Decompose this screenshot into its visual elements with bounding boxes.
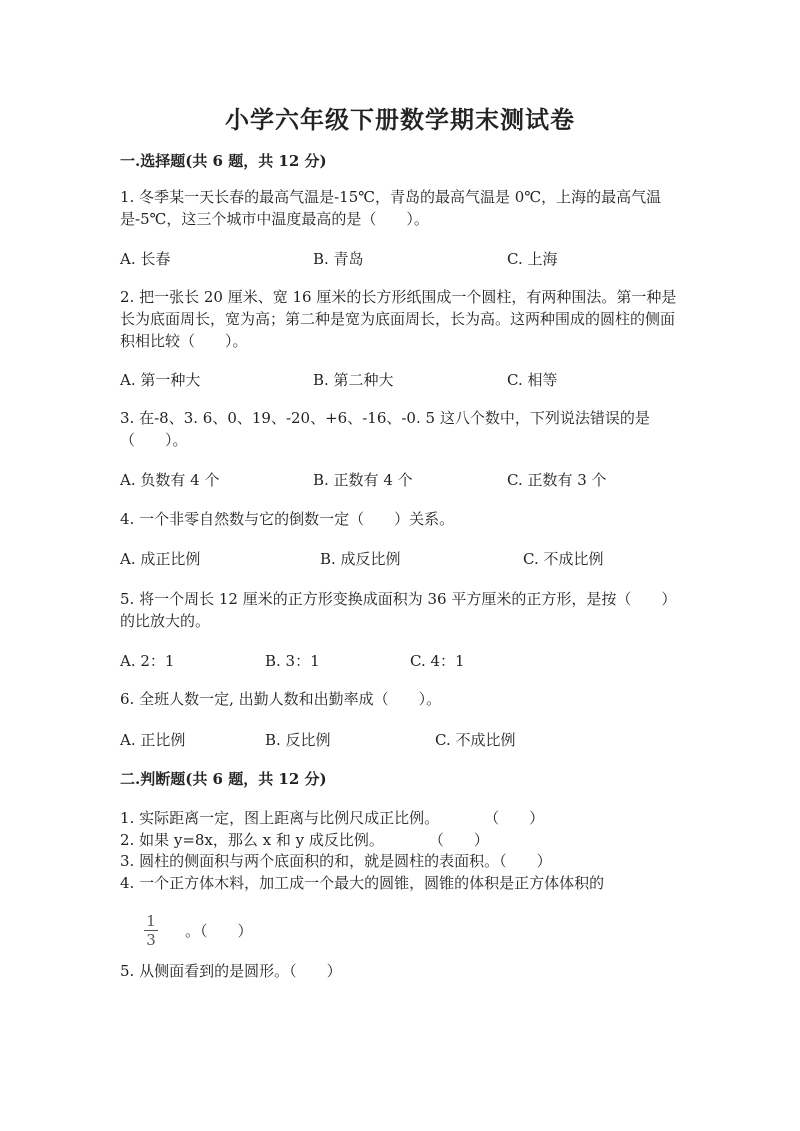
question-2: 2. 把一张长 20 厘米、宽 16 厘米的长方形纸围成一个圆柱，有两种围法。第一种是长为底面周长，宽为高；第二种是宽为底面周长，长为高。这两种围成的圆柱的侧面积相比较（ ）。 xyxy=(120,288,677,350)
option-b[interactable]: B. 第二种大 xyxy=(313,371,394,389)
option-b[interactable]: B. 青岛 xyxy=(313,250,364,268)
option-c[interactable]: C. 上海 xyxy=(507,250,558,268)
section-2-heading: 二.判断题(共 6 题，共 12 分) xyxy=(120,770,327,788)
option-a[interactable]: A. 第一种大 xyxy=(120,371,201,389)
judgment-item-5: 5. 从侧面看到的是圆形。（ ） xyxy=(120,962,342,980)
judgment-item-4: 4. 一个正方体木料，加工成一个最大的圆锥，圆锥的体积是正方体体积的 xyxy=(120,874,605,892)
option-a[interactable]: A. 负数有 4 个 xyxy=(120,471,220,489)
option-b[interactable]: B. 3：1 xyxy=(265,652,320,670)
judgment-item-1: 1. 实际距离一定，图上距离与比例尺成正比例。 （ ） xyxy=(120,809,545,827)
question-6-options xyxy=(120,729,680,751)
fraction-one-third xyxy=(144,912,158,949)
page-title: 小学六年级下册数学期末测试卷 xyxy=(225,105,575,134)
question-4-options xyxy=(120,548,680,570)
fraction-numerator: 1 xyxy=(146,912,156,930)
fraction-denominator: 3 xyxy=(146,931,156,949)
judgment-item-3: 3. 圆柱的侧面积与两个底面积的和，就是圆柱的表面积。（ ） xyxy=(120,852,552,870)
option-c[interactable]: C. 4：1 xyxy=(410,652,465,670)
section-1-heading: 一.选择题(共 6 题，共 12 分) xyxy=(120,152,327,170)
judgment-item-2: 2. 如果 y=8x，那么 x 和 y 成反比例。 （ ） xyxy=(120,831,489,849)
option-a[interactable]: A. 长春 xyxy=(120,250,171,268)
option-b[interactable]: B. 正数有 4 个 xyxy=(313,471,413,489)
option-c[interactable]: C. 不成比例 xyxy=(523,550,604,568)
question-1-options xyxy=(120,248,680,270)
option-c[interactable]: C. 相等 xyxy=(507,371,558,389)
option-a[interactable]: A. 2：1 xyxy=(120,652,175,670)
question-6: 6. 全班人数一定, 出勤人数和出勤率成（ ）。 xyxy=(120,690,442,708)
question-5-options xyxy=(120,650,680,672)
judgment-item-4-answer: 。（ ） xyxy=(185,922,253,940)
option-c[interactable]: C. 不成比例 xyxy=(435,731,516,749)
option-b[interactable]: B. 成反比例 xyxy=(320,550,401,568)
question-3: 3. 在-8、3. 6、0、19、-20、+6、-16、-0. 5 这八个数中，下列说法错误的是（ ）。 xyxy=(120,409,650,449)
question-5: 5. 将一个周长 12 厘米的正方形变换成面积为 36 平方厘米的正方形，是按（ ）的比放大的。 xyxy=(120,590,677,630)
question-1: 1. 冬季某一天长春的最高气温是-15℃，青岛的最高气温是 0℃，上海的最高气温是-5℃，这三个城市中温度最高的是（ ）。 xyxy=(120,188,662,228)
question-4: 4. 一个非零自然数与它的倒数一定（ ）关系。 xyxy=(120,510,455,528)
question-3-options xyxy=(120,469,680,491)
option-a[interactable]: A. 成正比例 xyxy=(120,550,201,568)
option-c[interactable]: C. 正数有 3 个 xyxy=(507,471,607,489)
question-2-options xyxy=(120,369,680,391)
option-a[interactable]: A. 正比例 xyxy=(120,731,186,749)
option-b[interactable]: B. 反比例 xyxy=(265,731,331,749)
